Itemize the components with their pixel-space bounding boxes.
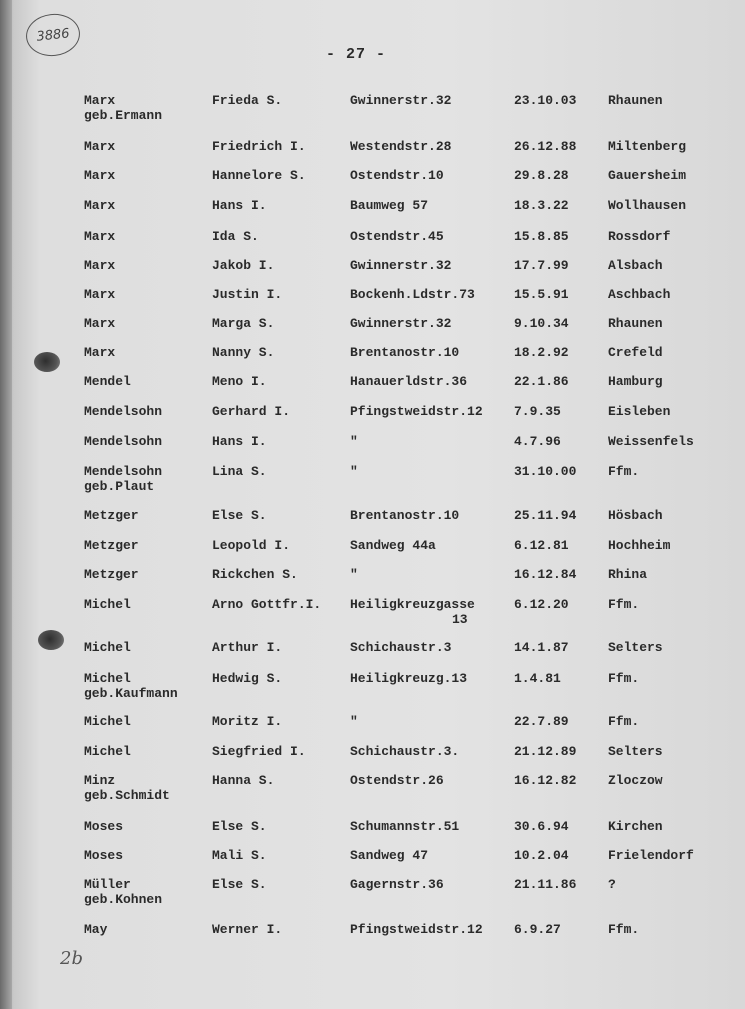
birth-place-cell: Selters bbox=[608, 640, 663, 655]
birth-name-cell: geb.Plaut bbox=[84, 479, 155, 494]
first-name-cell: Moritz I. bbox=[212, 714, 283, 729]
birth-date-cell: 25.11.94 bbox=[514, 508, 577, 523]
surname-cell: Marx bbox=[84, 345, 116, 360]
birth-place-cell: Ffm. bbox=[608, 714, 640, 729]
birth-date-cell: 21.12.89 bbox=[514, 744, 577, 759]
birth-date-cell: 18.2.92 bbox=[514, 345, 569, 360]
address-cell: Brentanostr.10 bbox=[350, 345, 460, 360]
birth-place-cell: Wollhausen bbox=[608, 198, 687, 213]
surname-cell: Metzger bbox=[84, 538, 139, 553]
birth-name-cell: geb.Kohnen bbox=[84, 892, 163, 907]
first-name-cell: Hedwig S. bbox=[212, 671, 283, 686]
page-number: - 27 - bbox=[326, 46, 387, 63]
surname-cell: Müller bbox=[84, 877, 131, 892]
birth-date-cell: 30.6.94 bbox=[514, 819, 569, 834]
archive-number-stamp: 3886 bbox=[24, 11, 82, 58]
birth-place-cell: Rossdorf bbox=[608, 229, 671, 244]
surname-cell: Marx bbox=[84, 287, 116, 302]
address-cell: Hanauerldstr.36 bbox=[350, 374, 468, 389]
first-name-cell: Friedrich I. bbox=[212, 139, 306, 154]
birth-name-cell: geb.Schmidt bbox=[84, 788, 170, 803]
birth-place-cell: Ffm. bbox=[608, 597, 640, 612]
birth-name-cell: geb.Ermann bbox=[84, 108, 163, 123]
surname-cell: May bbox=[84, 922, 108, 937]
birth-date-cell: 26.12.88 bbox=[514, 139, 577, 154]
first-name-cell: Meno I. bbox=[212, 374, 267, 389]
address-cell: Gwinnerstr.32 bbox=[350, 258, 452, 273]
surname-cell: Mendelsohn bbox=[84, 404, 163, 419]
address-cell: Heiligkreuzgasse bbox=[350, 597, 475, 612]
birth-place-cell: Rhina bbox=[608, 567, 648, 582]
birth-date-cell: 21.11.86 bbox=[514, 877, 577, 892]
surname-cell: Marx bbox=[84, 168, 116, 183]
first-name-cell: Justin I. bbox=[212, 287, 283, 302]
birth-date-cell: 16.12.82 bbox=[514, 773, 577, 788]
surname-cell: Marx bbox=[84, 139, 116, 154]
surname-cell: Michel bbox=[84, 714, 131, 729]
address-cell: " bbox=[350, 434, 358, 449]
address-cell: Baumweg 57 bbox=[350, 198, 429, 213]
birth-place-cell: Hochheim bbox=[608, 538, 671, 553]
birth-date-cell: 15.8.85 bbox=[514, 229, 569, 244]
address-cell: Brentanostr.10 bbox=[350, 508, 460, 523]
first-name-cell: Arno Gottfr.I. bbox=[212, 597, 322, 612]
surname-cell: Michel bbox=[84, 671, 131, 686]
address-cell: Bockenh.Ldstr.73 bbox=[350, 287, 475, 302]
surname-cell: Mendelsohn bbox=[84, 434, 163, 449]
birth-date-cell: 22.7.89 bbox=[514, 714, 569, 729]
address-cell: Sandweg 44a bbox=[350, 538, 436, 553]
address-cell: Gwinnerstr.32 bbox=[350, 316, 452, 331]
first-name-cell: Else S. bbox=[212, 877, 267, 892]
birth-date-cell: 10.2.04 bbox=[514, 848, 569, 863]
address-cell: " bbox=[350, 714, 358, 729]
surname-cell: Moses bbox=[84, 819, 124, 834]
birth-place-cell: Ffm. bbox=[608, 464, 640, 479]
birth-place-cell: Kirchen bbox=[608, 819, 663, 834]
first-name-cell: Jakob I. bbox=[212, 258, 275, 273]
birth-place-cell: Gauersheim bbox=[608, 168, 687, 183]
birth-date-cell: 16.12.84 bbox=[514, 567, 577, 582]
address-cell: Pfingstweidstr.12 bbox=[350, 404, 483, 419]
first-name-cell: Werner I. bbox=[212, 922, 283, 937]
address-cell: Gagernstr.36 bbox=[350, 877, 444, 892]
birth-date-cell: 1.4.81 bbox=[514, 671, 561, 686]
birth-date-cell: 14.1.87 bbox=[514, 640, 569, 655]
first-name-cell: Lina S. bbox=[212, 464, 267, 479]
surname-cell: Michel bbox=[84, 744, 131, 759]
birth-place-cell: Crefeld bbox=[608, 345, 663, 360]
birth-place-cell: Frielendorf bbox=[608, 848, 694, 863]
birth-date-cell: 18.3.22 bbox=[514, 198, 569, 213]
punch-hole-lower bbox=[38, 630, 64, 650]
surname-cell: Metzger bbox=[84, 567, 139, 582]
address-cell: Heiligkreuzg.13 bbox=[350, 671, 468, 686]
margin-note: 2b bbox=[60, 948, 83, 969]
address-cell: Ostendstr.10 bbox=[350, 168, 444, 183]
first-name-cell: Nanny S. bbox=[212, 345, 275, 360]
birth-date-cell: 6.9.27 bbox=[514, 922, 561, 937]
birth-date-cell: 31.10.00 bbox=[514, 464, 577, 479]
first-name-cell: Else S. bbox=[212, 508, 267, 523]
punch-hole-upper bbox=[34, 352, 60, 372]
address-cell: Gwinnerstr.32 bbox=[350, 93, 452, 108]
address-cell: Westendstr.28 bbox=[350, 139, 452, 154]
first-name-cell: Hannelore S. bbox=[212, 168, 306, 183]
birth-place-cell: Selters bbox=[608, 744, 663, 759]
surname-cell: Marx bbox=[84, 258, 116, 273]
first-name-cell: Arthur I. bbox=[212, 640, 283, 655]
birth-place-cell: Weissenfels bbox=[608, 434, 694, 449]
surname-cell: Marx bbox=[84, 198, 116, 213]
first-name-cell: Else S. bbox=[212, 819, 267, 834]
birth-place-cell: Ffm. bbox=[608, 922, 640, 937]
birth-place-cell: Eisleben bbox=[608, 404, 671, 419]
birth-date-cell: 15.5.91 bbox=[514, 287, 569, 302]
birth-place-cell: Rhaunen bbox=[608, 93, 663, 108]
first-name-cell: Leopold I. bbox=[212, 538, 291, 553]
birth-date-cell: 22.1.86 bbox=[514, 374, 569, 389]
first-name-cell: Rickchen S. bbox=[212, 567, 298, 582]
birth-date-cell: 23.10.03 bbox=[514, 93, 577, 108]
birth-place-cell: Zloczow bbox=[608, 773, 663, 788]
address-cell: Schichaustr.3 bbox=[350, 640, 452, 655]
surname-cell: Michel bbox=[84, 640, 131, 655]
surname-cell: Marx bbox=[84, 316, 116, 331]
address-cell: Ostendstr.45 bbox=[350, 229, 444, 244]
birth-name-cell: geb.Kaufmann bbox=[84, 686, 178, 701]
address-cell: Schumannstr.51 bbox=[350, 819, 460, 834]
surname-cell: Michel bbox=[84, 597, 131, 612]
birth-date-cell: 7.9.35 bbox=[514, 404, 561, 419]
surname-cell: Moses bbox=[84, 848, 124, 863]
birth-place-cell: Alsbach bbox=[608, 258, 663, 273]
birth-place-cell: Hamburg bbox=[608, 374, 663, 389]
first-name-cell: Marga S. bbox=[212, 316, 275, 331]
surname-cell: Marx bbox=[84, 229, 116, 244]
first-name-cell: Frieda S. bbox=[212, 93, 283, 108]
first-name-cell: Hanna S. bbox=[212, 773, 275, 788]
birth-place-cell: Ffm. bbox=[608, 671, 640, 686]
surname-cell: Mendel bbox=[84, 374, 131, 389]
birth-place-cell: ? bbox=[608, 877, 616, 892]
surname-cell: Marx bbox=[84, 93, 116, 108]
birth-date-cell: 9.10.34 bbox=[514, 316, 569, 331]
address-continuation-cell: 13 bbox=[452, 612, 468, 627]
birth-date-cell: 29.8.28 bbox=[514, 168, 569, 183]
birth-place-cell: Miltenberg bbox=[608, 139, 687, 154]
scan-edge-shadow bbox=[0, 0, 12, 1009]
address-cell: " bbox=[350, 464, 358, 479]
birth-date-cell: 4.7.96 bbox=[514, 434, 561, 449]
address-cell: Schichaustr.3. bbox=[350, 744, 460, 759]
first-name-cell: Siegfried I. bbox=[212, 744, 306, 759]
birth-date-cell: 6.12.81 bbox=[514, 538, 569, 553]
first-name-cell: Ida S. bbox=[212, 229, 259, 244]
surname-cell: Mendelsohn bbox=[84, 464, 163, 479]
surname-cell: Metzger bbox=[84, 508, 139, 523]
first-name-cell: Hans I. bbox=[212, 434, 267, 449]
birth-place-cell: Aschbach bbox=[608, 287, 671, 302]
birth-date-cell: 17.7.99 bbox=[514, 258, 569, 273]
first-name-cell: Mali S. bbox=[212, 848, 267, 863]
birth-date-cell: 6.12.20 bbox=[514, 597, 569, 612]
birth-place-cell: Rhaunen bbox=[608, 316, 663, 331]
address-cell: Pfingstweidstr.12 bbox=[350, 922, 483, 937]
first-name-cell: Hans I. bbox=[212, 198, 267, 213]
surname-cell: Minz bbox=[84, 773, 116, 788]
birth-place-cell: Hösbach bbox=[608, 508, 663, 523]
address-cell: " bbox=[350, 567, 358, 582]
address-cell: Ostendstr.26 bbox=[350, 773, 444, 788]
first-name-cell: Gerhard I. bbox=[212, 404, 291, 419]
address-cell: Sandweg 47 bbox=[350, 848, 429, 863]
